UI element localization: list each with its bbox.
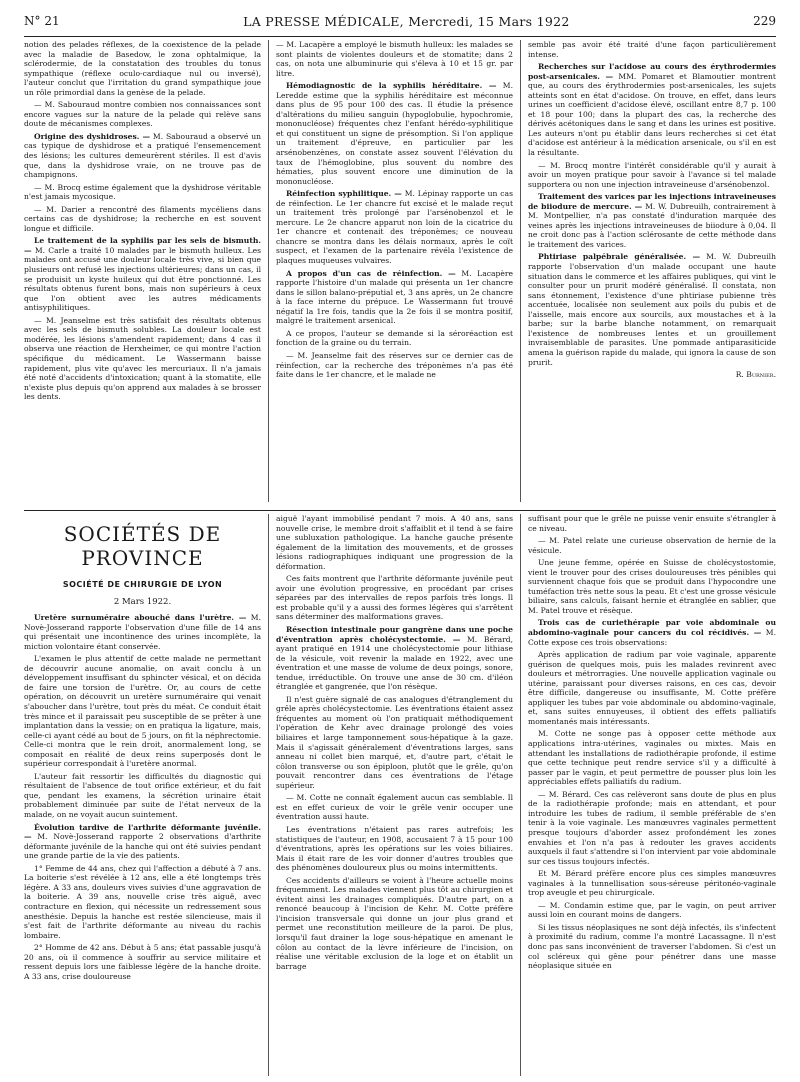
- paragraph: Recherches sur l'acidose au cours des érythrodermies post-arsenicales. — MM. Pomaret et Blamoutier montrent que, au cours des érythrodermies post-arsenicales, les sujets atteints sont en état d'acidose. On trouve, en effet, dans leurs urines un coefficient d'acidose élevé, oscillant entre 8,7 p. 100 et 18 pour 100; dans la plupart des cas, la recherche des dérivés acétoniques dans le sang et dans les urines est positive. Les auteurs n'ont pu établir dans leurs recherches si cet état d'acidose est antérieur à la médication arsenicale, ou s'il en est la résultante.: [528, 62, 776, 158]
- top-column-3: [528, 40, 776, 505]
- paragraph: — M. Bérard. Ces cas relèveront sans doute de plus en plus de la radiothérapie profonde; mais en attendant, et pour introduire les tubes de radium, il semble préférable de s'en tenir à la voie vaginale. Les manœuvres vaginales permettent presque toujours d'aborder assez profondément les zones envahies et l'on n'a pas à redouter les graves accidents auxquels il faut s'attendre si l'on intervient par voie abdominale sur ces tissus toujours infectés.: [528, 789, 776, 866]
- article-heading: Uretère surnuméraire abouché dans l'urètre. —: [34, 613, 247, 623]
- page-number-right: 229: [753, 14, 776, 28]
- paragraph: — M. Brocq estime également que la dyshidrose véritable n'est jamais mycosique.: [24, 182, 261, 202]
- paragraph: semble pas avoir été traité d'une façon particulièrement intense.: [528, 40, 776, 59]
- bottom-column-2: [276, 514, 513, 1078]
- paragraph: Le traitement de la syphilis par les sels de bismuth. — M. Carle a traité 10 malades par le bismuth hulleux. Les malades ont accusé une douleur locale très vive, si bien que plusieurs ont refusé les injections ultérieures; dans un cas, il se produisit un kyste huileux qui dut être ponctionné. Les résultats obtenus furent bons, mais non supérieurs à ceux que l'on obtient avec les autres médicaments antisyphilitiques.: [24, 236, 261, 313]
- paragraph: — M. Jeanselme est très satisfait des résultats obtenus avec les sels de bismuth solubles. La douleur locale est modérée, les lésions s'amendent rapidement; dans 4 cas il observa une réaction de Herxheimer, ce qui montre l'action spécifique du médicament. Le Wassermann baisse rapidement, plus vite qu'avec les mercuriaux. Il n'a jamais été noté d'accidents d'intoxication; quant à la stomatite, elle n'existe plus depuis qu'on apprend aux malades à se brosser les dents.: [24, 315, 261, 402]
- author-signature: R. Burnier.: [735, 370, 776, 380]
- paragraph: M. Cotte ne songe pas à opposer cette méthode aux applications intra-utérines, vaginales ou mixtes. Mais en attendant les installations de radiothérapie profonde, il estime que cette technique peut rendre service s'il y a difficulté à passer par le vagin, et peut permettre de pousser plus loin les appréciables effets palliatifs du radium.: [528, 729, 776, 787]
- paragraph: 1° Femme de 44 ans, chez qui l'affection a débuté à 7 ans. La boiterie s'est révélée à 12 ans, elle a été longtemps très légère. A 33 ans, douleurs vives suivies d'une aggravation de la boiterie. A 39 ans, nouvelle crise très aiguë, avec contracture en flexion, qui nécessite un redressement sous anesthésie. Depuis la hanche est restée silencieuse, mais il s'est fait de l'arthrite déformante au niveau du rachis lombaire.: [24, 863, 261, 940]
- paragraph: A propos d'un cas de réinfection. — M. Lacapère rapporte l'histoire d'un malade qui présenta un 1er chancre dans le sillon balano-préputial et, 3 ans après, un 2e chancre à la face interne du prépuce. Le Wassermann fut trouvé négatif la 1re fois, tandis que la 2e fois il se montra positif, malgré le traitement arsenical.: [276, 268, 513, 326]
- paragraph: Ces faits montrent que l'arthrite déformante juvénile peut avoir une évolution progressive, en procédant par crises séparées par des intervalles de repos parfois très longs. Il est probable qu'il y a aussi des formes légères qui s'arrêtent sans déterminer des malformations graves.: [276, 574, 513, 622]
- paragraph: — M. Patel relate une curieuse observation de hernie de la vésicule.: [528, 536, 776, 555]
- article-heading: Recherches sur l'acidose au cours des érythrodermies post-arsenicales. —: [528, 62, 776, 81]
- paragraph: — M. Cotte ne connaît également aucun cas semblable. Il est en effet curieux de voir le grêle venir occuper une éventration aussi haute.: [276, 793, 513, 822]
- article-heading: Réinfection syphilitique. —: [286, 189, 402, 199]
- column-separator: [268, 514, 269, 1076]
- page-header: [24, 8, 776, 34]
- paragraph: Il n'est guère signalé de cas analogues d'étranglement du grêle après cholécystectomie. Les éventrations étaient assez fréquentes au moment où l'on pratiquait méthodiquement l'opération de Kehr avec drainage prolongé des voies biliaires et large tamponnement sous-hépatique à la gaze. Mais il s'agissait généralement d'éventrations larges, sans anneau ni collet bien marqué, et, d'autre part, c'était le côlon transverse ou son épiploon, plutôt que le grêle, qu'on pouvait rencontrer dans ces éventrations de l'étage supérieur.: [276, 694, 513, 790]
- article-heading: Traitement des varices par les injections intraveineuses de biiodure de mercure. —: [528, 192, 776, 211]
- paragraph: Après application de radium par voie vaginale, apparente guérison de quelques mois, puis les malades revinrent avec douleurs et métrorragies. Une nouvelle application vaginale ou utérine, paraissant pour diverses raisons, en ces cas, devoir être difficile, dangereuse ou insuffisante, M. Cotte préfère appliquer les tubes par voie abdominale ou abdomino-vaginale, et, sans suites ennuyeuses, il obtient des effets palliatifs momentanés mais intéressants.: [528, 650, 776, 726]
- paragraph: Phtiriase palpébrale généralisée. — M. W. Dubreuilh rapporte l'observation d'un malade occupant une haute situation dans le commerce et les affaires publiques, qui vint le consulter pour un prurit modéré généralisé. Il constata, non sans étonnement, l'existence d'une phtiriase pubienne très accentuée, localisée non seulement aux poils du pubis et de l'aisselle, mais encore aux sourcils, aux moustaches et à la barbe; sur la barbe blanche notamment, on remarquait l'existence de nombreuses lentes et un grouillement invraisemblable de parasites. Une pommade antiparasiticide amena la guérison rapide du malade, qui ignora la cause de son prurit.: [528, 252, 776, 367]
- section-title: SOCIÉTÉS DE PROVINCE: [63, 522, 222, 570]
- article-heading: Résection intestinale pour gangrène dans une poche d'éventration après cholécystectomie. —: [276, 625, 513, 644]
- paragraph: aiguë l'ayant immobilisé pendant 7 mois. A 40 ans, sans nouvelle crise, le membre droit s'affaiblit et il tend à se faire une subluxation pathologique. La hanche gauche présente également de la limitation des mouvements, et de grosses lésions radiographiques indiquant une progression de la déformation.: [276, 514, 513, 571]
- top-column-2: [276, 40, 513, 505]
- paragraph: Trois cas de curiethérapie par voie abdominale ou abdomino-vaginale pour cancers du col récidivés. — M. Cotte expose ces trois observations:: [528, 618, 776, 647]
- column-separator: [268, 40, 269, 502]
- paragraph: — M. Darier a rencontré des filaments mycéliens dans certains cas de dyshidrose; la recherche en est souvent longue et difficile.: [24, 204, 261, 233]
- paragraph: L'auteur fait ressortir les difficultés du diagnostic qui résultaient de l'absence de tout orifice extérieur, et du fait que, pendant les examens, la sécrétion urinaire était probablement diminuée par suite de l'état nerveux de la malade, on ne voyait aucun suintement.: [24, 771, 261, 820]
- bottom-column-3: [528, 514, 776, 1078]
- journal-title: LA PRESSE MÉDICALE, Mercredi, 15 Mars 1922: [243, 13, 570, 29]
- meeting-date: 2 Mars 1922.: [113, 596, 172, 607]
- paragraph: Si les tissus néoplasiques ne sont déjà infectés, ils s'infectent à proximité du radium, comme l'a montré Lacassagne. Il n'est donc pas sans inconvénient de traverser l'abdomen. Si c'est un col scléreux qui gêne pour pénétrer dans une masse néoplasique située en: [528, 922, 776, 971]
- paragraph: Une jeune femme, opérée en Suisse de cholécystostomie, vient le trouver pour des crises douloureuses très pénibles qui surviennent chaque fois que se produit dans l'hypocondre une tuméfaction très nette sous la peau. Et c'est une grosse vésicule biliaire, sans calculs, faisant hernie et étranglée en sablier, que M. Patel trouve et résèque.: [528, 558, 776, 615]
- paragraph: notion des pelades réflexes, de la coexistence de la pelade avec la maladie de Basedow, le zona ophtalmique, la sclérodermie, de la constatation des troubles du tonus sympathique (réflexe oculo-cardiaque nul ou inversé), l'auteur conclut que l'irritation du grand sympathique joue un rôle primordial dans la genèse de la pelade.: [24, 40, 261, 97]
- paragraph: Réinfection syphilitique. — M. Lépinay rapporte un cas de réinfection. Le 1er chancre fut excisé et le malade reçut un traitement très prolongé par l'arsénobenzol et le mercure. Le 2e chancre apparut non loin de la cicatrice du 1er chancre et contenait des tréponèmes; ce nouveau chancre se montra dans les délais normaux, après le coït suspect, et l'examen de la partenaire révéla l'existence de plaques muqueuses vulvaires.: [276, 189, 513, 266]
- paragraph: Hémodiagnostic de la syphilis héréditaire. — M. Leredde estime que la syphilis héréditaire est méconnue dans plus de 95 pour 100 des cas. Il étudie la présence d'altérations du milieu sanguin (hypoglobulie, hypochromie, mononucléose) fréquentes chez l'enfant hérédo-syphilitique et qui constituent un signe de présomption. Si l'on applique un traitement d'épreuve, en particulier par les arsénobenzènes, on constate assez souvent l'élévation du taux de l'hémoglobine, plus souvent du nombre des hématies, plus souvent encore une diminution de la mononucléose.: [276, 81, 513, 186]
- paragraph: Ces accidents d'ailleurs se voient à l'heure actuelle moins fréquemment. Les malades viennent plus tôt au chirurgien et évitent ainsi les drainages compliqués. D'autre part, on a renoncé beaucoup à l'incision de Kehr. M. Cotte préfère l'incision transversale qui donne un jour plus grand et permet une reconstitution meilleure de la paroi. De plus, lorsqu'il faut drainer la loge sous-hépatique en amenant le côlon au contact de la lèvre inférieure de l'incision, on réalise une véritable exclusion de la loge et on établit un barrage: [276, 875, 513, 971]
- column-separator: [520, 40, 521, 502]
- article-heading: Évolution tardive de l'arthrite déformante juvénile. —: [24, 822, 261, 842]
- paragraph: — M. Lacapère a employé le bismuth hulleux: les malades se sont plaints de violentes douleurs et de stomatite; dans 2 cas, on nota une albuminurie qui s'éleva à 10 et 15 gr. par litre.: [276, 40, 513, 78]
- page-number: N° 21: [24, 14, 60, 28]
- paragraph: Résection intestinale pour gangrène dans une poche d'éventration après cholécystectomie. — M. Bérard, ayant pratiqué en 1914 une cholécystectomie pour lithiase de la vésicule, voit revenir la malade en 1922, avec une éventration et une masse de volume de deux poings, sonore, tendue, irréductible. On trouve une anse de 30 cm. d'iléon étranglée et gangrenée, que l'on résèque.: [276, 625, 513, 692]
- article-heading: Origine des dyshidroses. —: [34, 131, 151, 141]
- paragraph: Traitement des varices par les injections intraveineuses de biiodure de mercure. — M. W. Dubreuilh, contrairement à M. Montpellier, n'a pas constaté d'induration marquée des veines après les injections intraveineuses de biiodure à 0,04. Il ne croit donc pas à l'action sclérosante de cette méthode dans le traitement des varices.: [528, 192, 776, 249]
- article-heading: Le traitement de la syphilis par les sels de bismuth. —: [24, 236, 261, 255]
- paragraph: Et M. Bérard préfère encore plus ces simples manœuvres vaginales à la tunnellisation sous-séreuse péritonéo-vaginale trop aveugle et peu chirurgicale.: [528, 869, 776, 898]
- top-column-1: [24, 40, 261, 505]
- paragraph: — M. Brocq montre l'intérêt considérable qu'il y aurait à avoir un moyen pratique pour savoir à l'avance si tel malade supportera ou non une injection intraveineuse d'arsénobenzol.: [528, 160, 776, 189]
- section-rule: [24, 510, 776, 511]
- article-heading: Phtiriase palpébrale généralisée. —: [538, 252, 701, 262]
- paragraph: — M. Jeanselme fait des réserves sur ce dernier cas de réinfection, car la recherche des tréponèmes n'a pas été faite dans le 1er chancre, et le malade ne: [276, 350, 513, 380]
- subsection-title: SOCIÉTÉ DE CHIRURGIE DE LYON: [62, 580, 223, 589]
- article-heading: Trois cas de curiethérapie par voie abdominale ou abdomino-vaginale pour cancers du col récidivés. —: [528, 618, 776, 638]
- paragraph: 2° Homme de 42 ans. Début à 5 ans; état passable jusqu'à 20 ans, où il commence à souffrir au service militaire et ressent depuis lors une faiblesse légère de la hanche droite. A 33 ans, crise douloureuse: [24, 943, 261, 981]
- paragraph: suffisant pour que le grêle ne puisse venir ensuite s'étrangler à ce niveau.: [528, 514, 776, 533]
- paragraph: Les éventrations n'étaient pas rares autrefois; les statistiques de l'auteur, en 1908, accusaient 7 à 15 pour 100 d'éventrations, après les opérations sur les voies biliaires. Mais il était rare de les voir donner d'autres troubles que des phénomènes douloureux plus ou moins intermittents.: [276, 824, 513, 873]
- article-heading: A propos d'un cas de réinfection. —: [286, 268, 456, 278]
- paragraph: Origine des dyshidroses. — M. Sabouraud a observé un cas typique de dyshidrose et a pratiqué l'ensemencement des lésions; les cultures demeurèrent stériles. Il est d'avis que, dans la dyshidrose vraie, on ne trouve pas de champignons.: [24, 131, 261, 180]
- paragraph: — M. Condamin estime que, par le vagin, on peut arriver aussi loin en courant moins de dangers.: [528, 900, 776, 920]
- paragraph: — M. Sabouraud montre combien nos connaissances sont encore vagues sur la nature de la pelade qui relève sans doute de mécanismes complexes.: [24, 100, 261, 129]
- article-heading: Hémodiagnostic de la syphilis héréditaire. —: [286, 81, 497, 91]
- header-rule: [24, 36, 776, 37]
- paragraph: Uretère surnuméraire abouché dans l'urètre. — M. Novè-Josserand rapporte l'observation d'une fille de 14 ans qui présentait une incontinence des urines incomplète, la miction volontaire étant conservée.: [24, 613, 261, 651]
- paragraph: A ce propos, l'auteur se demande si la séroréaction est fonction de la graine ou du terrain.: [276, 328, 513, 348]
- bottom-column-1: [24, 514, 261, 1078]
- paragraph: L'examen le plus attentif de cette malade ne permettant de découvrir aucune anomalie, on avait conclu à un développement insuffisant du sphincter vésical, et on décida de faire une torsion de l'urètre. Or, au cours de cette opération, on découvrit un uretère surnuméraire qui venait s'aboucher dans l'urètre, tout près du méat. Ce conduit était très mince et il paraissait peu susceptible de se prêter à une implantation dans la vessie; on en pratiqua la ligature, mais, celle-ci ayant cédé au bout de 5 jours, on fit la néphrectomie. Celle-ci montra que le rein droit, anormalement long, se composait en réalité de deux reins superposés dont le supérieur correspondait à l'uretère anormal.: [24, 654, 261, 769]
- column-separator: [520, 514, 521, 1076]
- paragraph: Évolution tardive de l'arthrite déformante juvénile. — M. Novè-Josserand rapporte 2 observations d'arthrite déformante juvénile de la hanche qui ont été suivies pendant une grande partie de la vie des patients.: [24, 822, 261, 861]
